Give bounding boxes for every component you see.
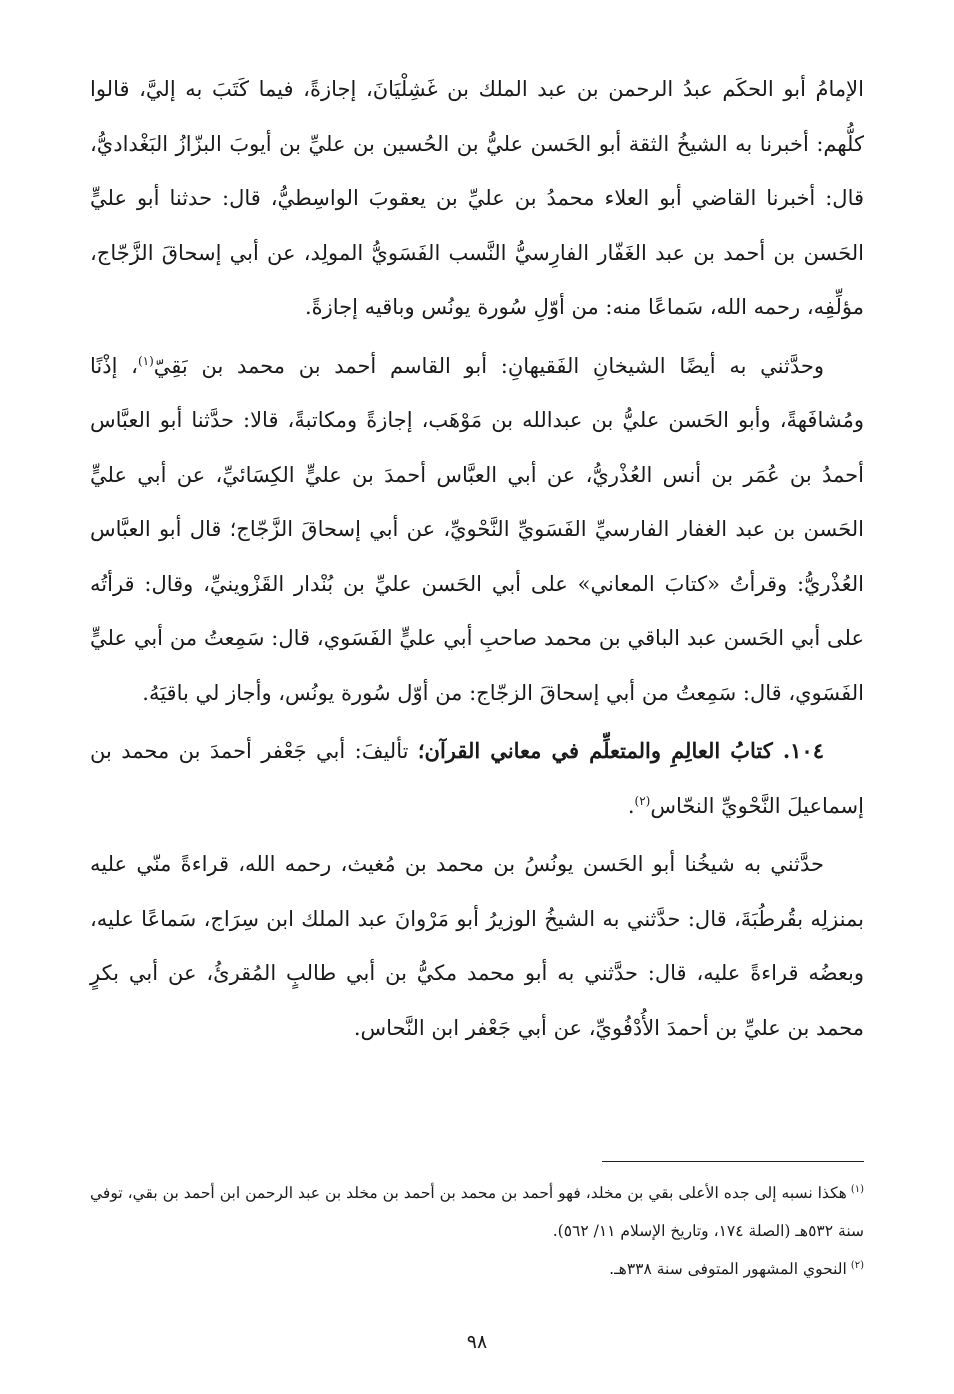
paragraph-2-text-a: وحدَّثني به أيضًا الشيخانِ الفَقيهانِ: أبو القاسم أحمد بن محمد بن بَقِيّ	[153, 353, 824, 378]
footnote-2-number: (٢)	[850, 1259, 864, 1271]
paragraph-4	[90, 837, 864, 1055]
footnote-1-number: (١)	[850, 1183, 864, 1195]
paragraph-2-text-b: ، إذْنًا ومُشافَهةً، وأبو الحَسن عليُّ بن عبدالله بن مَوْهَب، إجازةً ومكاتبةً، قالا: حدَّثنا أبو العبَّاس أحمدُ بن عُمَر بن أنس العُذْريُّ، عن أبي العبَّاس أحمدَ بن عليٍّ الكِسَائيِّ، عن أبي عليٍّ الحَسن بن عبد الغفار الفارسيِّ الفَسَويِّ النَّحْويِّ، عن أبي إسحاقَ الزَّجّاج؛ قال أبو العبَّاس العُذْريُّ: وقرأتُ «كتابَ المعاني» على أبي الحَسن عليِّ بن بُنْدار القَزْوينيِّ، وقال: قرأتُه على أبي الحَسن عبد الباقي بن محمد صاحبِ أبي عليٍّ الفَسَوي، قال: سَمِعتُ من أبي عليٍّ الفَسَوي، قال: سَمِعتُ من أبي إسحاقَ الزجّاج: من أوّل سُورة يونُس، وأجاز لي باقيَهُ.	[90, 353, 864, 705]
paragraph-4-text: حدَّثني به شيخُنا أبو الحَسن يونُسُ بن محمد بن مُغيث، رحمه الله، قراءةً منّي عليه بمنزلِه بقُرطُبَةَ، قال: حدَّثني به الشيخُ الوزيرُ أبو مَرْوانَ عبد الملك ابن سِرَاج، سَماعًا عليه، وبعضُه قراءةً عليه، قال: حدَّثني به أبو محمد مكيُّ بن أبي طالبٍ المُقرئُ، عن أبي بكرٍ محمد بن عليِّ بن أحمدَ الأُدْفُويِّ، عن أبي جَعْفر ابن النَّحاس.	[90, 852, 864, 1040]
paragraph-3-text-a: تأليفَ: أبي جَعْفر أحمدَ بن محمد بن إسماعيلَ النَّحْويِّ النحّاس	[90, 739, 864, 818]
footnote-1-text: هكذا نسبه إلى جده الأعلى بقي بن مخلد، فهو أحمد بن محمد بن أحمد بن مخلد بن عبد الرحمن ابن أحمد بن بقي، توفي سنة ٥٣٢هـ (الصلة ١٧٤، وتاريخ الإسلام ١١/ ٥٦٢).	[90, 1184, 864, 1240]
footnote-1	[90, 1174, 864, 1250]
footnote-divider	[602, 1161, 864, 1162]
entry-heading: ١٠٤. كتابُ العالِمِ والمتعلِّم في معاني القرآن؛	[417, 738, 824, 763]
footnote-ref-1[interactable]: (١)	[137, 353, 154, 368]
footnote-2	[90, 1250, 864, 1288]
footnote-ref-2[interactable]: (٢)	[634, 793, 651, 808]
paragraph-2	[90, 339, 864, 721]
footnote-2-text: النحوي المشهور المتوفى سنة ٣٣٨هـ.	[609, 1260, 847, 1278]
page-number: ٩٨	[466, 1331, 488, 1353]
paragraph-3-text-b: .	[627, 793, 635, 818]
main-text	[90, 62, 864, 1055]
paragraph-1-text: الإمامُ أبو الحكَم عبدُ الرحمن بن عبد الملك بن غَشِلْيَانَ، إجازةً، فيما كَتَبَ به إليَّ، قالوا كلُّهم: أخبرنا به الشيخُ الثقة أبو الحَسن عليُّ بن الحُسين بن عليِّ بن أيوبَ البزّازُ البَغْداديُّ، قال: أخبرنا القاضي أبو العلاء محمدُ بن عليِّ بن يعقوبَ الواسِطيُّ، قال: حدثنا أبو عليٍّ الحَسن بن أحمد بن عبد الغَفّار الفارِسيُّ النَّسب الفَسَويُّ المولِد، عن أبي إسحاقَ الزَّجّاج، مؤلِّفِه، رحمه الله، سَماعًا منه: من أوّلِ سُورة يونُس وباقيه إجازةً.	[90, 77, 864, 319]
paragraph-1	[90, 62, 864, 335]
paragraph-3	[90, 724, 864, 833]
footnotes	[90, 1174, 864, 1288]
